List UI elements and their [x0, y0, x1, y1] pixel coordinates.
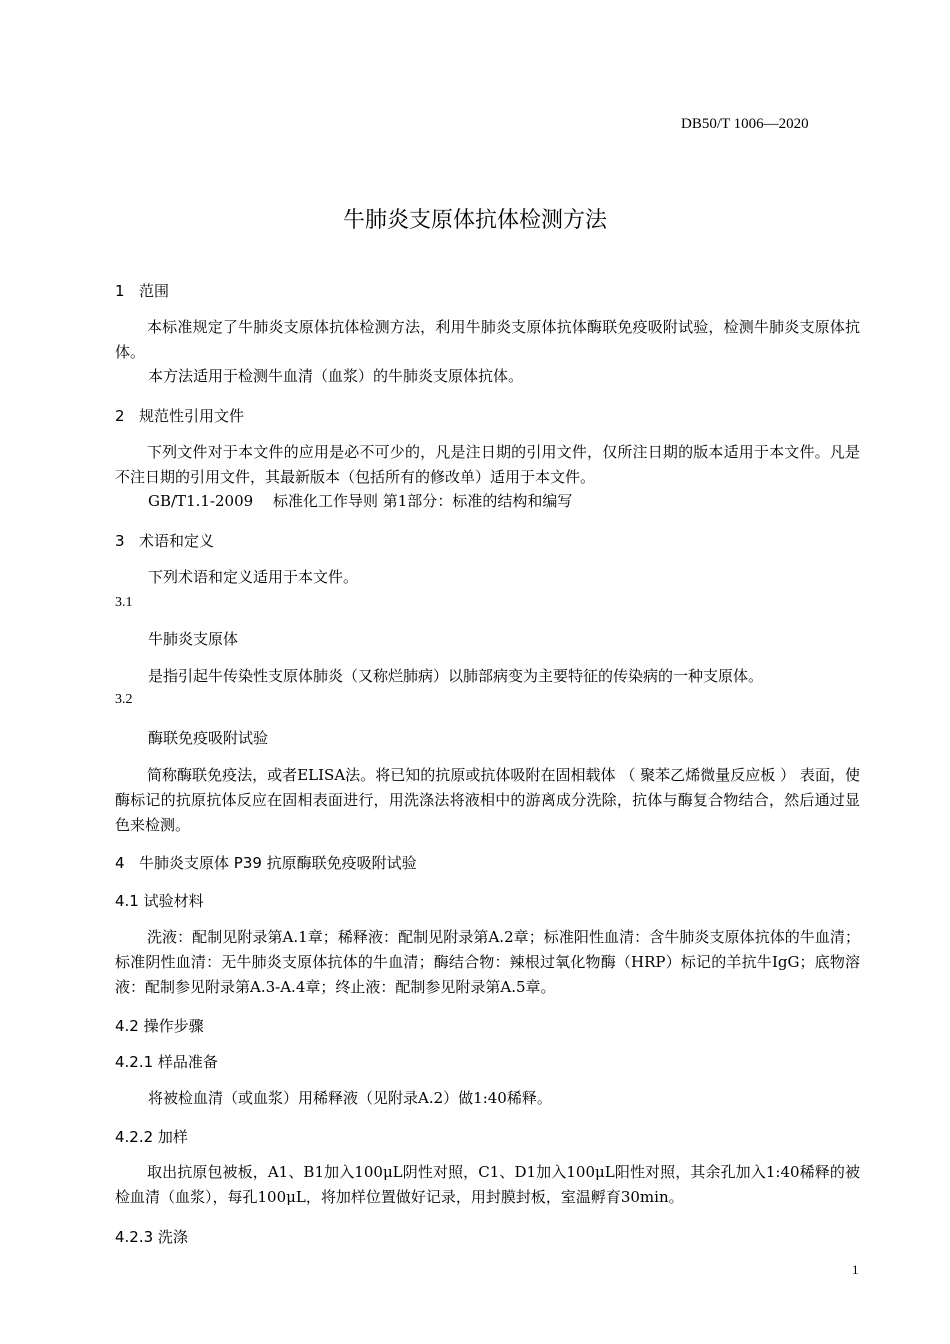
- subsection-4-1-paragraph: 洗液：配制见附录第A.1章；稀释液：配制见附录第A.2章；标准阳性血清：含牛肺炎支原体抗体的牛血清；标准阴性血清：无牛肺炎支原体抗体的牛血清；酶结合物：辣根过氧化物酶（HRP）标记的羊抗牛IgG；底物溶液：配制参见附录第A.3-A.4章；终止液：配制参见附录第A.5章。: [115, 928, 860, 996]
- subsection-4-2-1-heading: 4.2.1 样品准备: [115, 1053, 218, 1071]
- section-number: 4: [115, 854, 125, 872]
- subsection-4-2-heading: 4.2 操作步骤: [115, 1017, 204, 1035]
- document-code: DB50/T 1006—2020: [681, 116, 809, 132]
- subsection-4-2-1-paragraph: 将被检血清（或血浆）用稀释液（见附录A.2）做1:40稀释。: [148, 1089, 552, 1107]
- section-3-heading: [115, 530, 214, 551]
- section-3-intro: 下列术语和定义适用于本文件。: [148, 568, 359, 586]
- section-number: 2: [115, 407, 125, 425]
- page-title: 牛肺炎支原体抗体检测方法: [342, 208, 607, 233]
- subsection-4-2-2-heading: 4.2.2 加样: [115, 1128, 188, 1146]
- subsection-4-2-2-paragraph: 取出抗原包被板，A1、B1加入100μL阴性对照，C1、D1加入100μL阳性对照，其余孔加入1:40稀释的被检血清（血浆），每孔100μL，将加样位置做好记录，用封膜封板，室温孵育30min。: [115, 1163, 860, 1206]
- normative-reference: [148, 490, 572, 511]
- section-title: 规范性引用文件: [139, 407, 245, 425]
- section-title: 术语和定义: [139, 532, 215, 550]
- subsection-4-2-3-heading: 4.2.3 洗涤: [115, 1228, 188, 1246]
- section-title: 范围: [139, 282, 170, 300]
- reference-code: GB/T1.1-2009: [148, 492, 254, 510]
- section-1-paragraph-1: 本标准规定了牛肺炎支原体抗体检测方法，利用牛肺炎支原体抗体酶联免疫吸附试验，检测牛肺炎支原体抗体。: [115, 318, 860, 361]
- section-title: 牛肺炎支原体 P39 抗原酶联免疫吸附试验: [139, 854, 417, 872]
- section-4-heading: [115, 852, 417, 873]
- term-definition: 简称酶联免疫法，或者ELISA法。将已知的抗原或抗体吸附在固相载体 （ 聚苯乙烯微量反应板 ） 表面，使酶标记的抗原抗体反应在固相表面进行，用洗涤法将液相中的游离成分洗除，抗体与酶复合物结合，然后通过显色来检测。: [115, 766, 860, 834]
- page-number: 1: [852, 1262, 859, 1277]
- section-1-heading: [115, 280, 169, 301]
- term-name: 牛肺炎支原体: [148, 630, 239, 648]
- term-name: 酶联免疫吸附试验: [148, 729, 269, 747]
- section-2-heading: [115, 405, 244, 426]
- section-number: 1: [115, 282, 125, 300]
- section-1-paragraph-2: 本方法适用于检测牛血清（血浆）的牛肺炎支原体抗体。: [148, 367, 524, 385]
- term-number: 3.1: [115, 595, 133, 610]
- reference-title: 标准化工作导则 第1部分：标准的结构和编写: [273, 492, 573, 510]
- subsection-4-1-heading: 4.1 试验材料: [115, 892, 204, 910]
- term-definition: 是指引起牛传染性支原体肺炎（又称烂肺病）以肺部病变为主要特征的传染病的一种支原体。: [148, 667, 764, 685]
- section-number: 3: [115, 532, 125, 550]
- term-number: 3.2: [115, 692, 133, 707]
- section-2-paragraph: 下列文件对于本文件的应用是必不可少的，凡是注日期的引用文件，仅所注日期的版本适用于本文件。凡是不注日期的引用文件，其最新版本（包括所有的修改单）适用于本文件。: [115, 443, 860, 486]
